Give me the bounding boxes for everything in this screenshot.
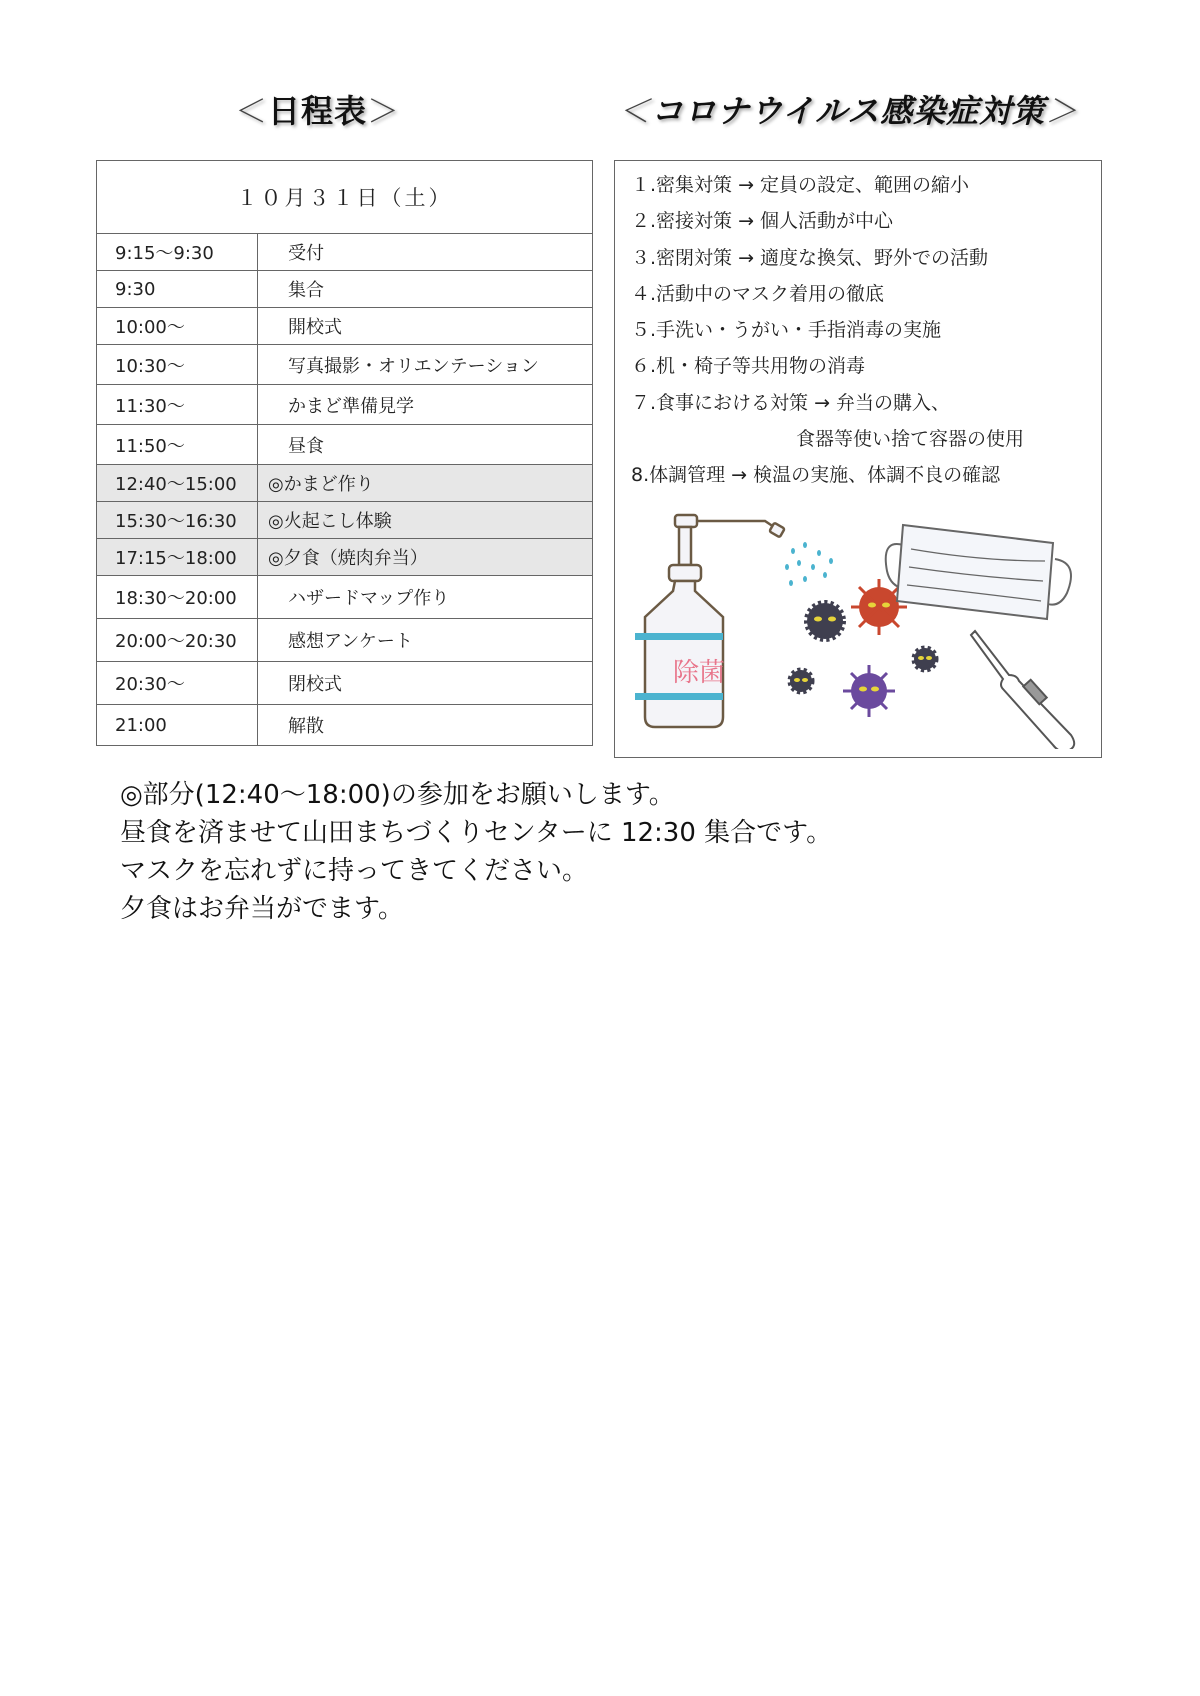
measure-item: ７.食事における対策 → 弁当の購入、 (631, 391, 951, 414)
schedule-row (97, 234, 593, 271)
schedule-activity: かまど準備見学 (258, 385, 593, 425)
schedule-activity: ◎火起こし体験 (258, 502, 593, 539)
schedule-activity: 集合 (258, 271, 593, 308)
schedule-time: 9:15〜9:30 (97, 234, 258, 271)
note-line: マスクを忘れずに持ってきてください。 (120, 856, 589, 886)
schedule-time: 12:40〜15:00 (97, 465, 258, 502)
schedule-heading-text: 日程表 (268, 92, 368, 130)
measures-heading-text: コロナウイルス感染症対策 (651, 92, 1046, 130)
bottle-label: 除菌 (673, 658, 726, 688)
schedule-row (97, 425, 593, 465)
schedule-activity: 写真撮影・オリエンテーション (258, 345, 593, 385)
schedule-row (97, 502, 593, 539)
measure-item: ４.活動中のマスク着用の徹底 (631, 282, 885, 305)
schedule-activity: 受付 (258, 234, 593, 271)
schedule-time: 17:15〜18:00 (97, 539, 258, 576)
bracket-open: ＜ (235, 92, 269, 130)
virus-purple-icon (843, 665, 895, 717)
sanitizer-bottle-icon (635, 515, 785, 727)
measure-item: 食器等使い捨て容器の使用 (796, 428, 1025, 451)
measure-item: 8.体調管理 → 検温の実施、体調不良の確認 (631, 464, 1001, 487)
schedule-time: 18:30〜20:00 (97, 576, 258, 619)
schedule-activity: 昼食 (258, 425, 593, 465)
schedule-activity: ◎かまど作り (258, 465, 593, 502)
notes (120, 776, 832, 928)
spray-icon (785, 542, 833, 586)
virus-dark-small-2-icon (914, 648, 936, 670)
measures-heading (618, 86, 1078, 132)
schedule-time: 10:30〜 (97, 345, 258, 385)
thermometer-icon (971, 631, 1074, 749)
mask-icon (886, 525, 1071, 619)
schedule-activity: 感想アンケート (258, 619, 593, 662)
measure-item: ６.机・椅子等共用物の消毒 (631, 355, 866, 378)
bracket-open: ＜ (618, 92, 652, 130)
virus-dark-small-icon (790, 670, 812, 692)
schedule-activity: ◎夕食（焼肉弁当） (258, 539, 593, 576)
bracket-close: ＞ (1045, 92, 1079, 130)
schedule-row (97, 539, 593, 576)
schedule-row (97, 576, 593, 619)
measure-item: ５.手洗い・うがい・手指消毒の実施 (631, 319, 942, 342)
schedule-date: １０月３１日（土） (97, 161, 593, 234)
schedule-time: 11:50〜 (97, 425, 258, 465)
schedule-time: 15:30〜16:30 (97, 502, 258, 539)
schedule-row (97, 465, 593, 502)
schedule-time: 20:00〜20:30 (97, 619, 258, 662)
schedule-activity: 開校式 (258, 308, 593, 345)
schedule-row (97, 705, 593, 746)
schedule-table (96, 160, 593, 746)
schedule-row (97, 619, 593, 662)
virus-dark-icon (807, 603, 843, 639)
schedule-row (97, 308, 593, 345)
note-line: 昼食を済ませて山田まちづくりセンターに 12:30 集合です。 (120, 818, 833, 848)
note-line: ◎部分(12:40〜18:00)の参加をお願いします。 (120, 780, 675, 810)
measure-item: ３.密閉対策 → 適度な換気、野外での活動 (631, 246, 989, 269)
schedule-row (97, 345, 593, 385)
schedule-time: 11:30〜 (97, 385, 258, 425)
schedule-activity: 解散 (258, 705, 593, 746)
schedule-activity: ハザードマップ作り (258, 576, 593, 619)
measures-box (614, 160, 1102, 758)
measures-list (631, 167, 1024, 494)
schedule-heading (235, 86, 400, 132)
bracket-close: ＞ (367, 92, 401, 130)
infection-control-illustration (635, 509, 1095, 749)
schedule-row (97, 662, 593, 705)
schedule-time: 20:30〜 (97, 662, 258, 705)
note-line: 夕食はお弁当がでます。 (120, 894, 404, 924)
schedule-activity: 閉校式 (258, 662, 593, 705)
schedule-time: 21:00 (97, 705, 258, 746)
measure-item: １.密集対策 → 定員の設定、範囲の縮小 (631, 174, 970, 196)
schedule-row (97, 271, 593, 308)
schedule-row (97, 385, 593, 425)
schedule-time: 10:00〜 (97, 308, 258, 345)
measure-item: ２.密接対策 → 個人活動が中心 (631, 210, 894, 233)
schedule-time: 9:30 (97, 271, 258, 308)
